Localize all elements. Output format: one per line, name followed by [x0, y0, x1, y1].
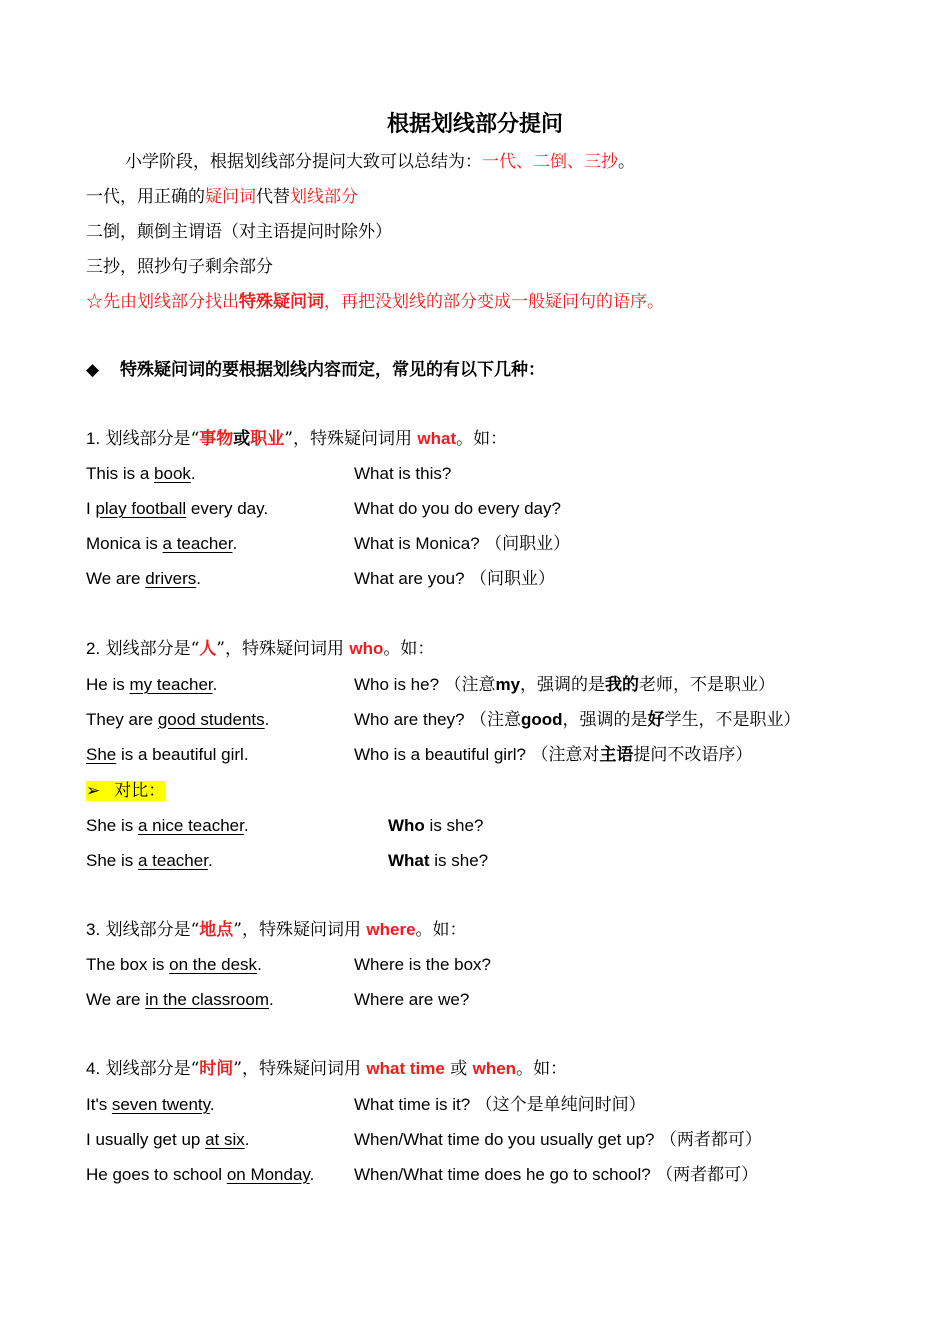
example-question: What time is it? （这个是单纯问时间） [354, 1095, 646, 1115]
section-1-heading: 1. 划线部分是“事物或职业”，特殊疑问词用 what。如： [86, 429, 508, 449]
example-question: Who is he? （注意my，强调的是我的老师，不是职业） [354, 675, 776, 695]
compare-question: Who is she? [388, 816, 484, 835]
example-sentence: Monica is a teacher. [86, 534, 238, 553]
example-sentence: He goes to school on Monday. [86, 1165, 315, 1184]
diamond-bullet-icon: ◆ [86, 360, 100, 380]
page-title: 根据划线部分提问 [386, 111, 563, 137]
section-2-heading: 2. 划线部分是“人”，特殊疑问词用 who。如： [86, 639, 435, 659]
rule-three: 三抄，照抄句子剩余部分 [86, 257, 273, 277]
example-question: What is this? [354, 464, 452, 483]
example-question: When/What time do you usually get up? （两者都可） [354, 1130, 762, 1150]
compare-sentence: She is a teacher. [86, 851, 213, 870]
example-question: Where is the box? [354, 955, 492, 974]
rule-one: 一代，用正确的疑问词代替划线部分 [86, 187, 358, 207]
compare-question: What is she? [388, 851, 489, 870]
example-question: What is Monica? （问职业） [354, 534, 571, 554]
section-heading: ◆ 特殊疑问词的要根据划线内容而定，常见的有以下几种： [86, 360, 545, 380]
example-sentence: It's seven twenty. [86, 1095, 215, 1114]
example-sentence: She is a beautiful girl. [86, 745, 249, 764]
example-sentence: He is my teacher. [86, 675, 218, 694]
example-sentence: We are in the classroom. [86, 990, 274, 1009]
compare-label: ➢ 对比： [86, 781, 166, 801]
section-3-heading: 3. 划线部分是“地点”，特殊疑问词用 where。如： [86, 920, 467, 940]
example-sentence: We are drivers. [86, 569, 201, 588]
compare-sentence: She is a nice teacher. [86, 816, 249, 835]
rule-two: 二倒，颠倒主谓语（对主语提问时除外） [86, 222, 392, 242]
example-sentence: I usually get up at six. [86, 1130, 250, 1149]
example-question: Who are they? （注意good，强调的是好学生，不是职业） [354, 710, 801, 730]
example-sentence: They are good students. [86, 710, 270, 729]
example-sentence: This is a book. [86, 464, 196, 483]
example-sentence: The box is on the desk. [86, 955, 262, 974]
intro-line: 小学阶段，根据划线部分提问大致可以总结为：一代、二倒、三抄。 [125, 152, 635, 172]
example-question: What do you do every day? [354, 499, 561, 518]
arrow-bullet-icon: ➢ [86, 781, 101, 801]
example-question: What are you? （问职业） [354, 569, 555, 589]
example-question: Where are we? [354, 990, 470, 1009]
example-sentence: I play football every day. [86, 499, 269, 518]
section-4-heading: 4. 划线部分是“时间”，特殊疑问词用 what time 或 when。如： [86, 1059, 568, 1079]
star-note: ☆先由划线部分找出特殊疑问词，再把没划线的部分变成一般疑问句的语序。 [86, 292, 664, 312]
example-question: When/What time does he go to school? （两者都可） [354, 1165, 759, 1185]
example-question: Who is a beautiful girl? （注意对主语提问不改语序） [354, 745, 753, 765]
